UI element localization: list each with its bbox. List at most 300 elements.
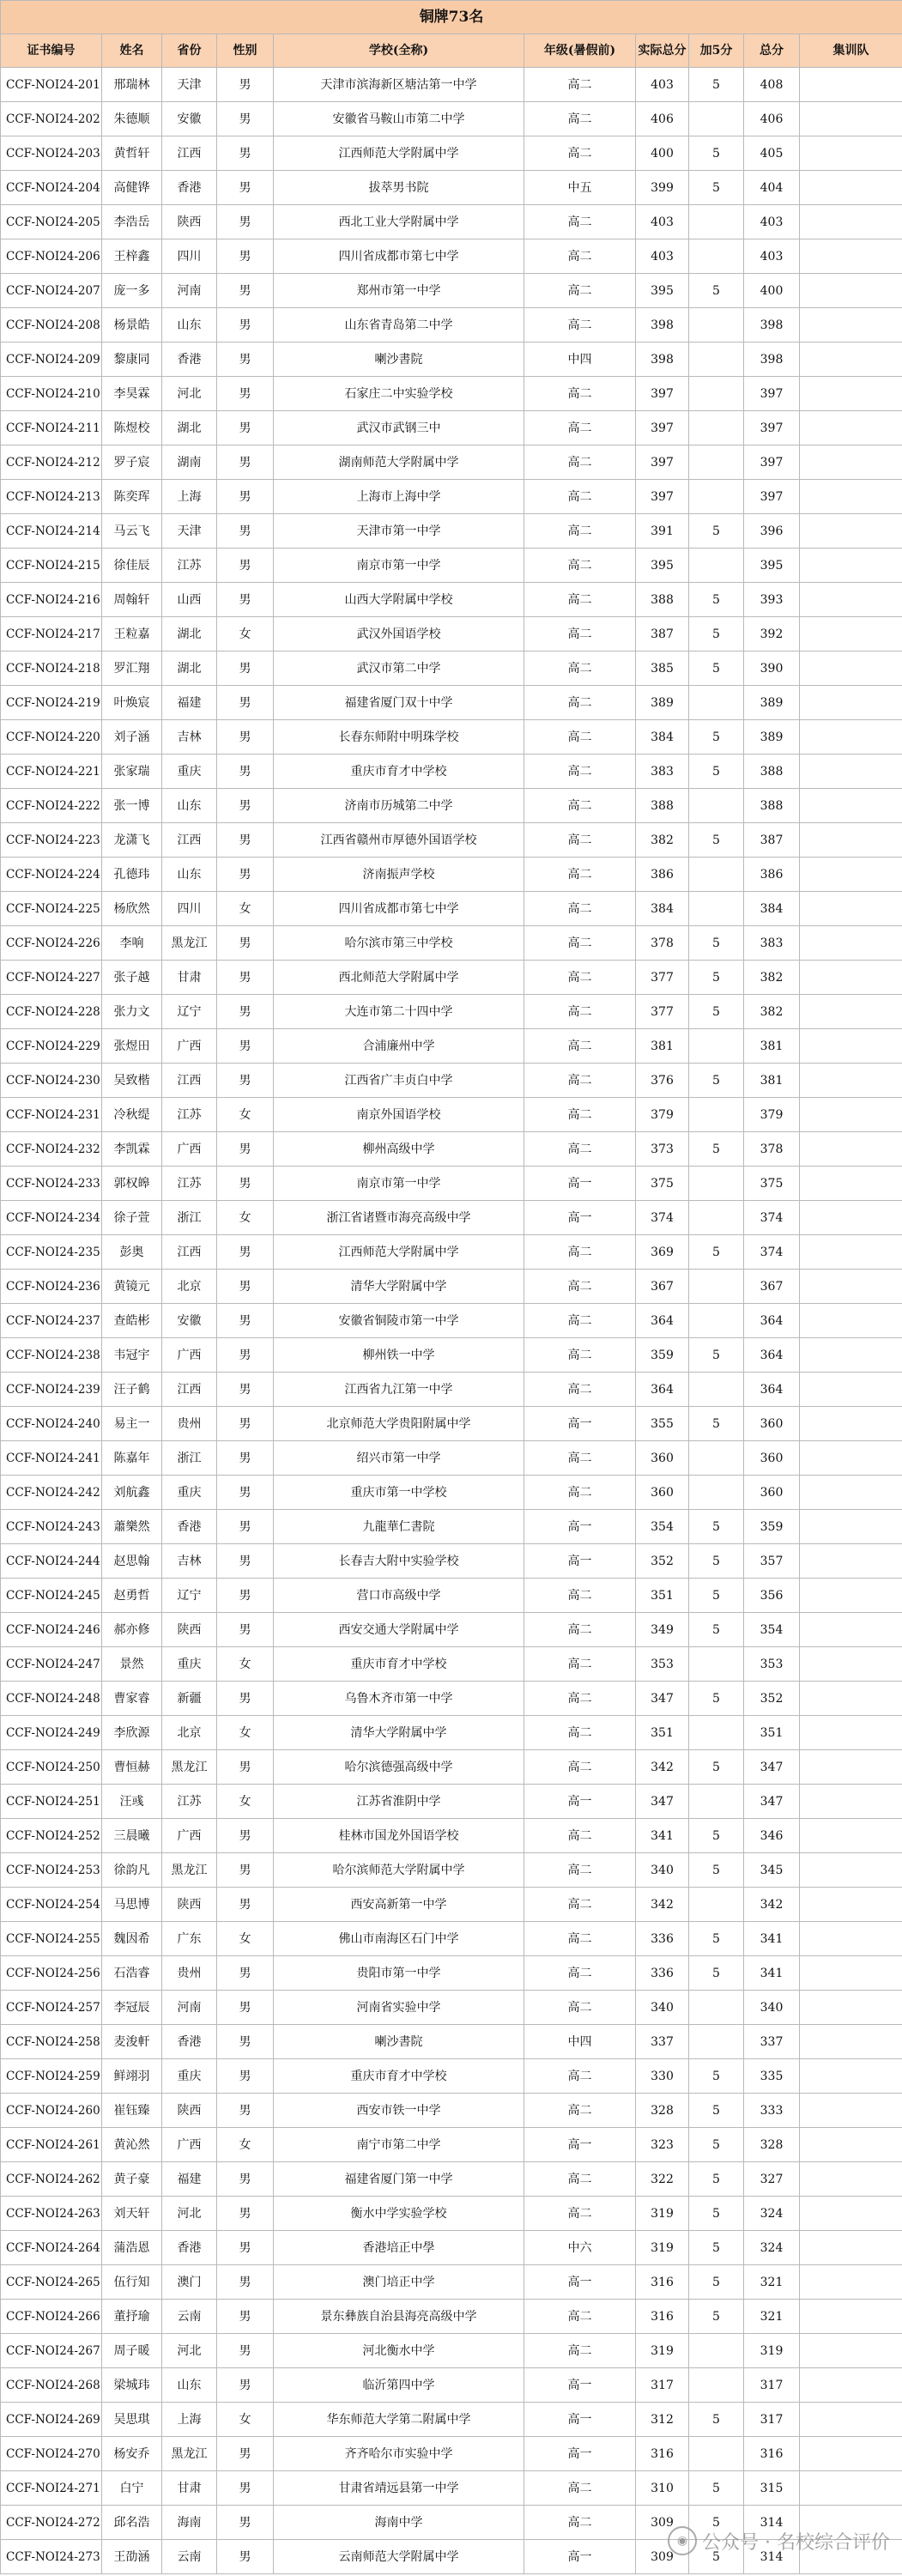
cell-training-team [800, 445, 902, 480]
cell-total: 352 [744, 1682, 800, 1716]
cell-province: 甘肃 [162, 2471, 217, 2506]
cell-total: 321 [744, 2265, 800, 2300]
cell-cert-id: CCF-NOI24-264 [1, 2231, 102, 2265]
cell-training-team [800, 480, 902, 514]
cell-training-team [800, 1098, 902, 1132]
table-row [1, 995, 902, 1029]
cell-training-team [800, 1647, 902, 1682]
cell-name: 冷秋缇 [102, 1098, 162, 1132]
cell-training-team [800, 1476, 902, 1510]
table-row [1, 1201, 902, 1235]
table-row [1, 239, 902, 274]
cell-total: 395 [744, 549, 800, 583]
cell-school: 济南市历城第二中学 [274, 789, 524, 823]
cell-name: 李凯霖 [102, 1132, 162, 1167]
cell-cert-id: CCF-NOI24-224 [1, 858, 102, 892]
cell-bonus: 5 [689, 1922, 744, 1956]
cell-total: 386 [744, 858, 800, 892]
cell-gender: 男 [217, 1888, 274, 1922]
cell-school: 河南省实验中学 [274, 1991, 524, 2025]
cell-grade: 高二 [524, 102, 636, 136]
cell-cert-id: CCF-NOI24-223 [1, 823, 102, 858]
cell-gender: 男 [217, 342, 274, 377]
cell-name: 张力文 [102, 995, 162, 1029]
cell-grade: 高二 [524, 1304, 636, 1338]
cell-cert-id: CCF-NOI24-261 [1, 2128, 102, 2162]
cell-actual-score: 351 [636, 1579, 689, 1613]
cell-province: 吉林 [162, 720, 217, 755]
table-row [1, 1544, 902, 1579]
cell-total: 364 [744, 1304, 800, 1338]
cell-name: 李欣源 [102, 1716, 162, 1750]
cell-grade: 高一 [524, 2437, 636, 2471]
cell-training-team [800, 1819, 902, 1853]
cell-total: 342 [744, 1888, 800, 1922]
cell-actual-score: 330 [636, 2059, 689, 2094]
cell-name: 郝亦修 [102, 1613, 162, 1647]
cell-gender: 男 [217, 2059, 274, 2094]
cell-grade: 高二 [524, 1956, 636, 1991]
cell-school: 天津市第一中学 [274, 514, 524, 549]
cell-bonus: 5 [689, 961, 744, 995]
table-row [1, 926, 902, 961]
cell-cert-id: CCF-NOI24-256 [1, 1956, 102, 1991]
col-header-gender: 性别 [217, 34, 274, 68]
cell-total: 333 [744, 2094, 800, 2128]
cell-actual-score: 385 [636, 652, 689, 686]
table-row [1, 1029, 902, 1064]
table-row [1, 308, 902, 342]
cell-province: 广西 [162, 2128, 217, 2162]
cell-cert-id: CCF-NOI24-239 [1, 1373, 102, 1407]
cell-province: 天津 [162, 68, 217, 102]
cell-grade: 中五 [524, 171, 636, 205]
cell-cert-id: CCF-NOI24-216 [1, 583, 102, 617]
cell-bonus [689, 1098, 744, 1132]
cell-training-team [800, 1510, 902, 1544]
cell-province: 湖北 [162, 617, 217, 652]
cell-name: 罗汇翔 [102, 652, 162, 686]
cell-total: 354 [744, 1613, 800, 1647]
cell-training-team [800, 720, 902, 755]
table-row [1, 2094, 902, 2128]
table-row [1, 858, 902, 892]
cell-cert-id: CCF-NOI24-270 [1, 2437, 102, 2471]
cell-grade: 高二 [524, 1132, 636, 1167]
cell-school: 河北衡水中学 [274, 2334, 524, 2368]
cell-grade: 高二 [524, 1029, 636, 1064]
cell-name: 李冠辰 [102, 1991, 162, 2025]
cell-actual-score: 316 [636, 2265, 689, 2300]
cell-bonus: 5 [689, 1064, 744, 1098]
cell-province: 河北 [162, 2334, 217, 2368]
cell-cert-id: CCF-NOI24-244 [1, 1544, 102, 1579]
cell-name: 龙潇飞 [102, 823, 162, 858]
cell-training-team [800, 1716, 902, 1750]
cell-total: 367 [744, 1270, 800, 1304]
table-row [1, 1682, 902, 1716]
cell-actual-score: 310 [636, 2471, 689, 2506]
cell-total: 324 [744, 2231, 800, 2265]
table-row [1, 1338, 902, 1373]
cell-bonus [689, 1476, 744, 1510]
cell-actual-score: 375 [636, 1167, 689, 1201]
cell-gender: 男 [217, 2368, 274, 2403]
cell-bonus: 5 [689, 1544, 744, 1579]
cell-gender: 男 [217, 1579, 274, 1613]
cell-actual-score: 374 [636, 1201, 689, 1235]
cell-total: 345 [744, 1853, 800, 1888]
cell-province: 山东 [162, 858, 217, 892]
cell-gender: 男 [217, 308, 274, 342]
cell-bonus [689, 1373, 744, 1407]
cell-gender: 女 [217, 617, 274, 652]
cell-actual-score: 383 [636, 755, 689, 789]
table-row [1, 1064, 902, 1098]
cell-gender: 男 [217, 2025, 274, 2059]
cell-cert-id: CCF-NOI24-266 [1, 2300, 102, 2334]
cell-training-team [800, 2059, 902, 2094]
cell-cert-id: CCF-NOI24-273 [1, 2540, 102, 2574]
cell-gender: 女 [217, 892, 274, 926]
cell-training-team [800, 1956, 902, 1991]
cell-name: 李昊霖 [102, 377, 162, 411]
cell-school: 喇沙書院 [274, 2025, 524, 2059]
table-row [1, 2403, 902, 2437]
cell-province: 四川 [162, 892, 217, 926]
table-row [1, 1373, 902, 1407]
table-row [1, 1888, 902, 1922]
table-row [1, 171, 902, 205]
cell-grade: 高二 [524, 617, 636, 652]
cell-actual-score: 347 [636, 1682, 689, 1716]
cell-bonus: 5 [689, 1132, 744, 1167]
cell-total: 335 [744, 2059, 800, 2094]
cell-gender: 男 [217, 2300, 274, 2334]
cell-name: 白宁 [102, 2471, 162, 2506]
cell-name: 王粒嘉 [102, 617, 162, 652]
cell-school: 澳门培正中学 [274, 2265, 524, 2300]
cell-grade: 高二 [524, 2162, 636, 2197]
table-row [1, 617, 902, 652]
cell-total: 400 [744, 274, 800, 308]
cell-training-team [800, 2506, 902, 2540]
cell-bonus [689, 1991, 744, 2025]
cell-province: 安徽 [162, 102, 217, 136]
cell-bonus [689, 789, 744, 823]
cell-name: 杨欣然 [102, 892, 162, 926]
cell-training-team [800, 1991, 902, 2025]
cell-cert-id: CCF-NOI24-234 [1, 1201, 102, 1235]
cell-total: 406 [744, 102, 800, 136]
cell-grade: 高二 [524, 1819, 636, 1853]
cell-actual-score: 323 [636, 2128, 689, 2162]
cell-school: 南京外国语学校 [274, 1098, 524, 1132]
table-row [1, 1407, 902, 1441]
cell-actual-score: 354 [636, 1510, 689, 1544]
cell-actual-score: 341 [636, 1819, 689, 1853]
cell-province: 河北 [162, 377, 217, 411]
cell-school: 哈尔滨市第三中学校 [274, 926, 524, 961]
cell-training-team [800, 1750, 902, 1785]
cell-actual-score: 403 [636, 205, 689, 239]
cell-gender: 男 [217, 2265, 274, 2300]
cell-grade: 高一 [524, 1167, 636, 1201]
cell-cert-id: CCF-NOI24-245 [1, 1579, 102, 1613]
cell-actual-score: 347 [636, 1785, 689, 1819]
cell-gender: 女 [217, 1647, 274, 1682]
cell-cert-id: CCF-NOI24-259 [1, 2059, 102, 2094]
cell-grade: 高二 [524, 2334, 636, 2368]
cell-cert-id: CCF-NOI24-211 [1, 411, 102, 445]
cell-name: 刘子涵 [102, 720, 162, 755]
col-header-training-team: 集训队 [800, 34, 902, 68]
table-row [1, 686, 902, 720]
cell-cert-id: CCF-NOI24-258 [1, 2025, 102, 2059]
cell-total: 347 [744, 1785, 800, 1819]
cell-gender: 男 [217, 2231, 274, 2265]
cell-cert-id: CCF-NOI24-202 [1, 102, 102, 136]
cell-cert-id: CCF-NOI24-227 [1, 961, 102, 995]
cell-total: 388 [744, 789, 800, 823]
cell-cert-id: CCF-NOI24-243 [1, 1510, 102, 1544]
cell-school: 华东师范大学第二附属中学 [274, 2403, 524, 2437]
cell-cert-id: CCF-NOI24-265 [1, 2265, 102, 2300]
cell-school: 江西省九江第一中学 [274, 1373, 524, 1407]
cell-training-team [800, 617, 902, 652]
cell-gender: 男 [217, 1029, 274, 1064]
cell-school: 佛山市南海区石门中学 [274, 1922, 524, 1956]
cell-grade: 高二 [524, 2300, 636, 2334]
table-row [1, 1716, 902, 1750]
cell-province: 河南 [162, 1991, 217, 2025]
cell-total: 397 [744, 445, 800, 480]
cell-total: 405 [744, 136, 800, 171]
cell-actual-score: 378 [636, 926, 689, 961]
cell-bonus [689, 480, 744, 514]
cell-name: 黄沁然 [102, 2128, 162, 2162]
cell-cert-id: CCF-NOI24-251 [1, 1785, 102, 1819]
cell-name: 蒲浩恩 [102, 2231, 162, 2265]
cell-cert-id: CCF-NOI24-232 [1, 1132, 102, 1167]
cell-province: 陕西 [162, 205, 217, 239]
cell-cert-id: CCF-NOI24-236 [1, 1270, 102, 1304]
cell-school: 安徽省马鞍山市第二中学 [274, 102, 524, 136]
cell-name: 吴致楷 [102, 1064, 162, 1098]
cell-total: 347 [744, 1750, 800, 1785]
cell-actual-score: 316 [636, 2437, 689, 2471]
cell-total: 374 [744, 1235, 800, 1270]
cell-name: 高健铧 [102, 171, 162, 205]
cell-bonus [689, 102, 744, 136]
table-row [1, 2128, 902, 2162]
cell-cert-id: CCF-NOI24-201 [1, 68, 102, 102]
table-row [1, 411, 902, 445]
col-header-province: 省份 [162, 34, 217, 68]
cell-grade: 高二 [524, 136, 636, 171]
cell-bonus: 5 [689, 2197, 744, 2231]
cell-grade: 高二 [524, 1064, 636, 1098]
cell-province: 广东 [162, 1922, 217, 1956]
cell-name: 王劭涵 [102, 2540, 162, 2574]
cell-actual-score: 337 [636, 2025, 689, 2059]
cell-name: 麦浚軒 [102, 2025, 162, 2059]
cell-actual-score: 389 [636, 686, 689, 720]
cell-province: 香港 [162, 2231, 217, 2265]
cell-gender: 男 [217, 205, 274, 239]
cell-training-team [800, 1407, 902, 1441]
cell-bonus: 5 [689, 1750, 744, 1785]
cell-grade: 中六 [524, 2231, 636, 2265]
cell-training-team [800, 102, 902, 136]
cell-bonus: 5 [689, 1338, 744, 1373]
cell-gender: 女 [217, 1201, 274, 1235]
cell-school: 合浦廉州中学 [274, 1029, 524, 1064]
cell-school: 柳州铁一中学 [274, 1338, 524, 1373]
cell-grade: 高二 [524, 755, 636, 789]
table-row [1, 2540, 902, 2574]
cell-cert-id: CCF-NOI24-262 [1, 2162, 102, 2197]
cell-total: 364 [744, 1338, 800, 1373]
cell-cert-id: CCF-NOI24-231 [1, 1098, 102, 1132]
table-row [1, 755, 902, 789]
cell-actual-score: 377 [636, 961, 689, 995]
cell-cert-id: CCF-NOI24-263 [1, 2197, 102, 2231]
cell-school: 营口市高级中学 [274, 1579, 524, 1613]
cell-province: 新疆 [162, 1682, 217, 1716]
cell-province: 海南 [162, 2506, 217, 2540]
cell-gender: 女 [217, 1785, 274, 1819]
cell-grade: 高二 [524, 823, 636, 858]
cell-bonus [689, 308, 744, 342]
cell-bonus: 5 [689, 823, 744, 858]
title-row [1, 1, 902, 34]
cell-name: 朱德顺 [102, 102, 162, 136]
cell-school: 柳州高级中学 [274, 1132, 524, 1167]
cell-name: 三晨曦 [102, 1819, 162, 1853]
cell-bonus: 5 [689, 2506, 744, 2540]
cell-actual-score: 406 [636, 102, 689, 136]
cell-gender: 男 [217, 1476, 274, 1510]
cell-cert-id: CCF-NOI24-260 [1, 2094, 102, 2128]
cell-cert-id: CCF-NOI24-272 [1, 2506, 102, 2540]
cell-training-team [800, 171, 902, 205]
col-header-school: 学校(全称) [274, 34, 524, 68]
cell-training-team [800, 652, 902, 686]
cell-cert-id: CCF-NOI24-203 [1, 136, 102, 171]
cell-gender: 男 [217, 926, 274, 961]
cell-training-team [800, 68, 902, 102]
cell-name: 李浩岳 [102, 205, 162, 239]
cell-name: 董抒瑜 [102, 2300, 162, 2334]
cell-name: 吴思琪 [102, 2403, 162, 2437]
table-row [1, 1613, 902, 1647]
cell-province: 重庆 [162, 2059, 217, 2094]
cell-name: 梁城玮 [102, 2368, 162, 2403]
cell-bonus: 5 [689, 1853, 744, 1888]
cell-school: 南宁市第二中学 [274, 2128, 524, 2162]
cell-total: 387 [744, 823, 800, 858]
cell-gender: 男 [217, 549, 274, 583]
cell-cert-id: CCF-NOI24-254 [1, 1888, 102, 1922]
cell-cert-id: CCF-NOI24-271 [1, 2471, 102, 2506]
cell-cert-id: CCF-NOI24-225 [1, 892, 102, 926]
cell-cert-id: CCF-NOI24-233 [1, 1167, 102, 1201]
cell-training-team [800, 1235, 902, 1270]
cell-province: 重庆 [162, 1476, 217, 1510]
cell-cert-id: CCF-NOI24-213 [1, 480, 102, 514]
cell-actual-score: 382 [636, 823, 689, 858]
cell-name: 张家瑞 [102, 755, 162, 789]
cell-gender: 男 [217, 1544, 274, 1579]
cell-grade: 高二 [524, 892, 636, 926]
cell-actual-score: 317 [636, 2368, 689, 2403]
cell-total: 364 [744, 1373, 800, 1407]
table-row [1, 1579, 902, 1613]
cell-province: 重庆 [162, 755, 217, 789]
cell-gender: 男 [217, 652, 274, 686]
cell-school: 福建省厦门双十中学 [274, 686, 524, 720]
cell-bonus: 5 [689, 755, 744, 789]
cell-grade: 高二 [524, 377, 636, 411]
cell-grade: 高二 [524, 1270, 636, 1304]
cell-school: 重庆市育才中学校 [274, 2059, 524, 2094]
cell-training-team [800, 377, 902, 411]
cell-gender: 男 [217, 1613, 274, 1647]
cell-gender: 男 [217, 1373, 274, 1407]
cell-province: 浙江 [162, 1201, 217, 1235]
header-row [1, 34, 902, 68]
cell-name: 叶焕宸 [102, 686, 162, 720]
cell-total: 396 [744, 514, 800, 549]
cell-grade: 高一 [524, 2540, 636, 2574]
cell-grade: 高二 [524, 1750, 636, 1785]
cell-grade: 高二 [524, 2094, 636, 2128]
cell-actual-score: 359 [636, 1338, 689, 1373]
cell-school: 西安市铁一中学 [274, 2094, 524, 2128]
cell-school: 衡水中学实验学校 [274, 2197, 524, 2231]
cell-gender: 男 [217, 1132, 274, 1167]
cell-name: 罗子宸 [102, 445, 162, 480]
cell-grade: 高二 [524, 926, 636, 961]
cell-gender: 男 [217, 1304, 274, 1338]
cell-gender: 男 [217, 686, 274, 720]
cell-school: 重庆市育才中学校 [274, 755, 524, 789]
cell-school: 哈尔滨师范大学附属中学 [274, 1853, 524, 1888]
cell-gender: 男 [217, 755, 274, 789]
cell-actual-score: 360 [636, 1441, 689, 1476]
table-row [1, 2300, 902, 2334]
cell-bonus [689, 1888, 744, 1922]
cell-actual-score: 316 [636, 2300, 689, 2334]
cell-cert-id: CCF-NOI24-268 [1, 2368, 102, 2403]
table-row [1, 2471, 902, 2506]
cell-bonus: 5 [689, 136, 744, 171]
cell-total: 389 [744, 720, 800, 755]
cell-name: 易主一 [102, 1407, 162, 1441]
cell-province: 山东 [162, 2368, 217, 2403]
cell-cert-id: CCF-NOI24-248 [1, 1682, 102, 1716]
cell-grade: 高一 [524, 1544, 636, 1579]
table-row [1, 1991, 902, 2025]
cell-training-team [800, 549, 902, 583]
cell-total: 378 [744, 1132, 800, 1167]
col-header-name: 姓名 [102, 34, 162, 68]
cell-bonus: 5 [689, 274, 744, 308]
cell-province: 澳门 [162, 2265, 217, 2300]
cell-school: 武汉市武钢三中 [274, 411, 524, 445]
cell-bonus [689, 2368, 744, 2403]
